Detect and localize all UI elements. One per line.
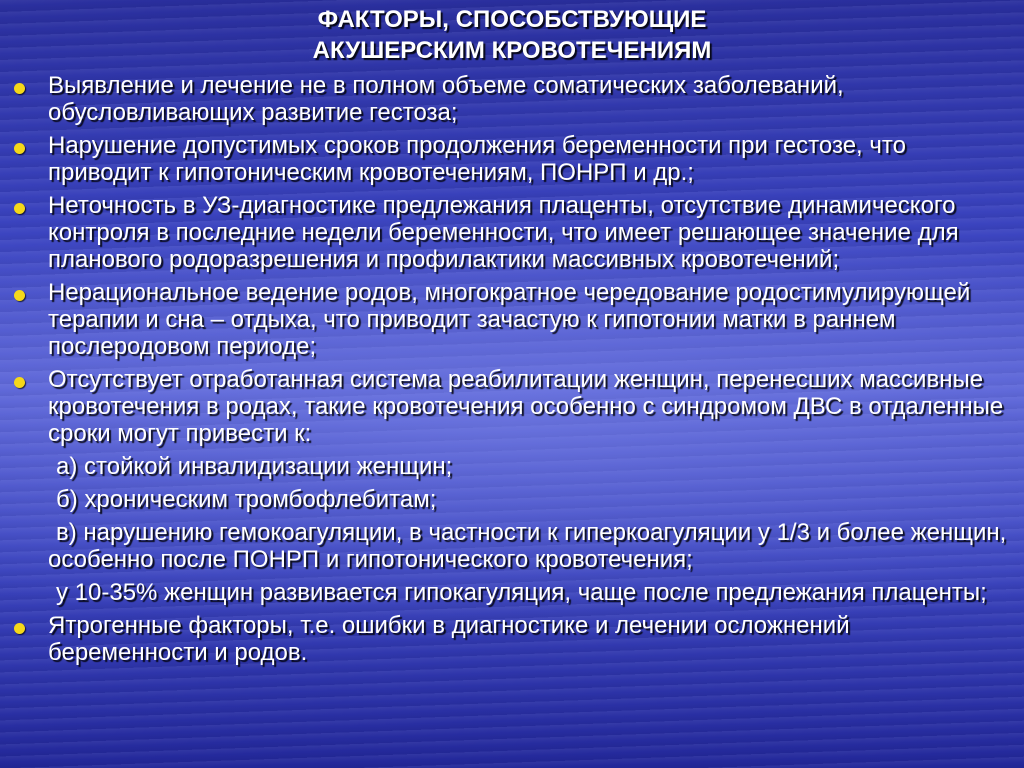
bullet-text: Неточность в УЗ-диагностике предлежания плаценты, отсутствие динамического контроля в последние недели беременности, что имеет решающее значение для планового родоразрешения и профилактики массивных кровотечений;	[48, 192, 959, 273]
bullet-item	[8, 192, 1012, 273]
bullet-text: Нерациональное ведение родов, многократное чередование родостимулирующей терапии и сна – отдыха, что приводит зачастую к гипотонии матки в раннем послеродовом периоде;	[48, 279, 971, 360]
bullet-dot-icon	[14, 143, 25, 154]
sub-item-text: а) стойкой инвалидизации женщин;	[56, 453, 453, 480]
bullet-dot-icon	[14, 290, 25, 301]
sub-item	[8, 519, 1012, 573]
bullet-text: Ятрогенные факторы, т.е. ошибки в диагностике и лечении осложнений беременности и родов.	[48, 612, 850, 666]
sub-item	[8, 486, 1012, 513]
bullet-text: Нарушение допустимых сроков продолжения беременности при гестозе, что приводит к гипотоническим кровотечениям, ПОНРП и др.;	[48, 132, 906, 186]
sub-item	[8, 453, 1012, 480]
bullet-dot-icon	[14, 623, 25, 634]
bullet-item	[8, 612, 1012, 666]
bullet-item	[8, 279, 1012, 360]
bullet-text: Отсутствует отработанная система реабилитации женщин, перенесших массивные кровотечения в родах, такие кровотечения особенно с синдромом ДВС в отдаленные сроки могут привести к:	[48, 366, 1004, 447]
bullet-item	[8, 132, 1012, 186]
slide-title-line-1: ФАКТОРЫ, СПОСОБСТВУЮЩИЕ	[317, 6, 707, 33]
slide-title-line-2: АКУШЕРСКИМ КРОВОТЕЧЕНИЯМ	[312, 37, 712, 64]
bullet-text: Выявление и лечение не в полном объеме соматических заболеваний, обусловливающих развитие гестоза;	[48, 72, 844, 126]
bullet-item	[8, 366, 1012, 447]
sub-item-text: б) хроническим тромбофлебитам;	[56, 486, 437, 513]
bullet-dot-icon	[14, 83, 25, 94]
bullet-list	[8, 72, 1012, 672]
sub-item	[8, 579, 1012, 606]
slide-title	[0, 4, 1024, 66]
sub-item-text: у 10-35% женщин развивается гипокагуляция, чаще после предлежания плаценты;	[56, 579, 987, 606]
sub-item-text: в) нарушению гемокоагуляции, в частности к гиперкоагуляции у 1/3 и более женщин, особенно после ПОНРП и гипотонического кровотечения;	[48, 519, 1007, 573]
bullet-dot-icon	[14, 203, 25, 214]
bullet-dot-icon	[14, 377, 25, 388]
bullet-item	[8, 72, 1012, 126]
